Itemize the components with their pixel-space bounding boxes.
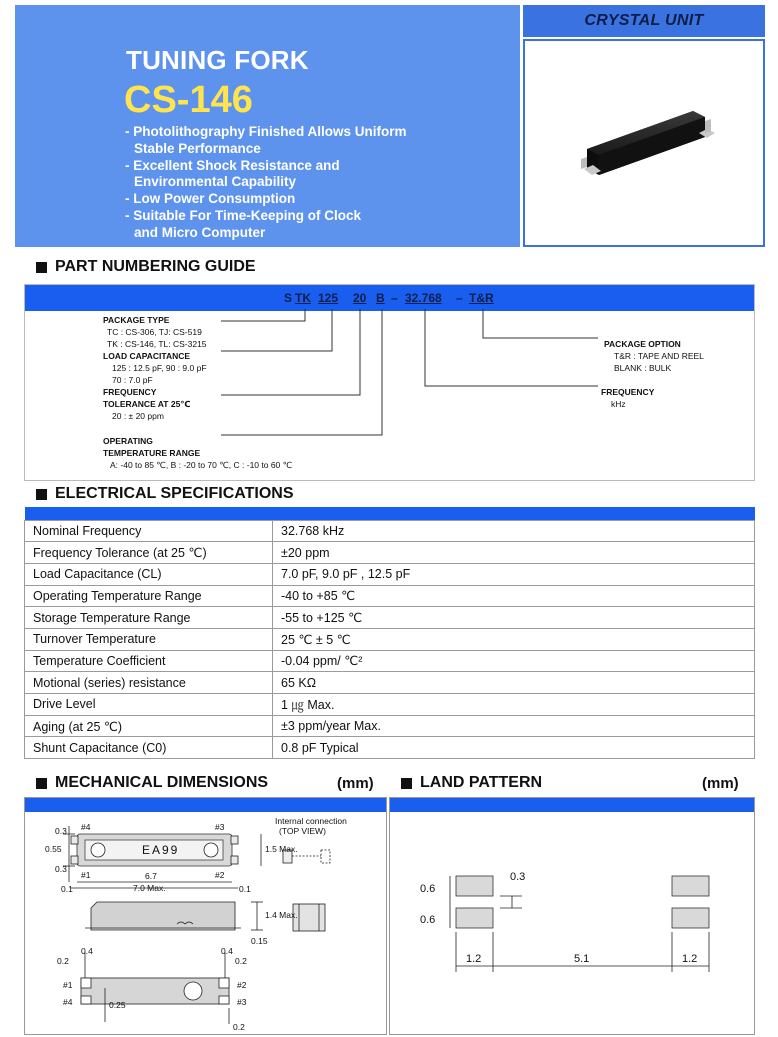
spec-parameter: Storage Temperature Range	[25, 607, 273, 629]
label-frequency: FREQUENCY	[601, 387, 655, 397]
dimension-label: 0.2	[235, 956, 247, 966]
part-numbering-heading	[36, 258, 256, 276]
label-package-type-option: TC : CS-306, TJ: CS-519	[107, 327, 202, 337]
dimension-label: 6.7	[145, 871, 157, 881]
panel-bar	[390, 798, 754, 812]
dimension-label: 0.6	[420, 914, 436, 926]
code-dash: –	[456, 291, 463, 305]
spec-value: -0.04 ppm/ ℃²	[273, 650, 755, 672]
header	[15, 5, 765, 247]
mechanical-drawing	[25, 812, 386, 1034]
code-load-capacitance: 125	[318, 291, 339, 305]
dimension-label: 5.1	[574, 953, 590, 965]
feature-line: - Photolithography Finished Allows Uniform	[125, 124, 407, 139]
dimension-label: 7.0 Max.	[133, 883, 166, 893]
table-row	[25, 520, 755, 542]
feature-line: - Suitable For Time-Keeping of Clock	[125, 207, 362, 223]
land-pattern-heading	[401, 774, 542, 792]
mechanical-drawing-panel	[24, 797, 387, 1035]
panel-bar	[25, 798, 386, 812]
spec-parameter: Operating Temperature Range	[25, 585, 273, 607]
table-row	[25, 563, 755, 585]
pin-label: #3	[237, 997, 247, 1007]
spec-value: 7.0 pF, 9.0 pF , 12.5 pF	[273, 563, 755, 585]
label-load-capacitance: LOAD CAPACITANCE	[103, 351, 191, 361]
label-load-cap-option: 70 : 7.0 pF	[112, 375, 153, 385]
code-package-type: TK	[295, 291, 311, 305]
spec-parameter: Turnover Temperature	[25, 628, 273, 650]
dimension-label: 0.3	[55, 826, 67, 836]
dimension-label: 0.1	[239, 884, 251, 894]
land-pattern-drawing	[390, 812, 754, 1034]
feature-line: Stable Performance	[134, 140, 261, 156]
dimension-label: 1.4 Max.	[265, 910, 298, 920]
spec-parameter: Motional (series) resistance	[25, 672, 273, 694]
dimension-label: 0.25	[109, 1000, 126, 1010]
label-package-type-option: TK : CS-146, TL: CS-3215	[107, 339, 207, 349]
spec-parameter: Shunt Capacitance (C0)	[25, 737, 273, 759]
dimension-label: 0.3	[510, 871, 526, 883]
dimension-label: 1.2	[682, 953, 698, 965]
label-frequency-tolerance: FREQUENCY	[103, 387, 157, 397]
bullet-square	[36, 489, 47, 500]
land-pattern-unit: (mm)	[702, 775, 739, 792]
label-package-option: PACKAGE OPTION	[604, 339, 681, 349]
dimension-label: 1.2	[466, 953, 482, 965]
code-series: S	[284, 291, 293, 305]
electrical-spec-heading	[36, 485, 294, 503]
label-load-cap-option: 125 : 12.5 pF, 90 : 9.0 pF	[112, 363, 207, 373]
spec-value: 25 ℃ ± 5 ℃	[273, 628, 755, 650]
dimension-label: 0.4	[221, 946, 233, 956]
land-pattern-panel	[389, 797, 755, 1035]
internal-connection-label: Internal connection	[275, 816, 347, 826]
label-package-option-value: BLANK : BULK	[614, 363, 672, 373]
spec-parameter: Frequency Tolerance (at 25 ℃)	[25, 542, 273, 564]
table-row	[25, 694, 755, 716]
table-row	[25, 607, 755, 629]
table-row	[25, 585, 755, 607]
section-title: MECHANICAL DIMENSIONS	[55, 774, 269, 791]
pin-label: #2	[215, 870, 225, 880]
land-pad	[456, 876, 493, 896]
code-frequency: 32.768	[405, 291, 442, 305]
spec-value: ±20 ppm	[273, 542, 755, 564]
section-title: ELECTRICAL SPECIFICATIONS	[55, 485, 294, 502]
bullet-square	[36, 778, 47, 789]
spec-parameter: Aging (at 25 ℃)	[25, 715, 273, 737]
land-pad	[672, 876, 709, 896]
table-row	[25, 737, 755, 759]
mechanical-heading	[36, 774, 268, 792]
table-row	[25, 628, 755, 650]
label-package-type: PACKAGE TYPE	[103, 315, 170, 325]
feature-line: - Low Power Consumption	[125, 191, 296, 207]
electrical-spec-table	[24, 507, 755, 759]
table-header-bar	[25, 507, 755, 520]
feature-line: Environmental Capability	[134, 174, 297, 190]
label-operating-temp: TEMPERATURE RANGE	[103, 448, 201, 458]
spec-value: 0.8 pF Typical	[273, 737, 755, 759]
spec-parameter: Drive Level	[25, 694, 273, 716]
crystal-package-image	[525, 41, 763, 245]
category-label: CRYSTAL UNIT	[584, 12, 704, 29]
dimension-label: 0.15	[251, 936, 268, 946]
spec-parameter: Load Capacitance (CL)	[25, 563, 273, 585]
section-title: PART NUMBERING GUIDE	[55, 258, 256, 275]
pin-label: #1	[63, 980, 73, 990]
dimension-label: 0.4	[81, 946, 93, 956]
land-pad	[672, 908, 709, 928]
dimension-label: 0.55	[45, 844, 62, 854]
part-numbering-guide	[24, 284, 755, 481]
mechanical-unit: (mm)	[337, 775, 374, 792]
pin-label: #4	[81, 822, 91, 832]
internal-connection-label: (TOP VIEW)	[279, 826, 326, 836]
spec-value: 32.768 kHz	[273, 520, 755, 542]
code-package-option: T&R	[469, 291, 494, 305]
table-row	[25, 542, 755, 564]
product-model: CS-146	[124, 79, 253, 121]
dimension-label: 0.1	[61, 884, 73, 894]
pin-label: #2	[237, 980, 247, 990]
product-photo	[523, 39, 765, 247]
dimension-label: 0.6	[420, 883, 436, 895]
feature-line: and Micro Computer	[134, 224, 266, 240]
table-row	[25, 650, 755, 672]
spec-value: 65 KΩ	[273, 672, 755, 694]
feature-list	[125, 124, 505, 242]
pin-label: #4	[63, 997, 73, 1007]
spec-parameter: Nominal Frequency	[25, 520, 273, 542]
label-frequency-unit: kHz	[611, 399, 626, 409]
code-dash: –	[391, 291, 398, 305]
spec-value: -40 to +85 ℃	[273, 585, 755, 607]
code-tolerance: 20	[353, 291, 367, 305]
feature-line: - Excellent Shock Resistance and	[125, 157, 340, 173]
marking-text: EA99	[142, 843, 180, 857]
dimension-label: 0.2	[57, 956, 69, 966]
dimension-label: 0.3	[55, 864, 67, 874]
table-row	[25, 715, 755, 737]
label-operating-temp: OPERATING	[103, 436, 153, 446]
table-row	[25, 672, 755, 694]
label-package-option-value: T&R : TAPE AND REEL	[614, 351, 704, 361]
label-tolerance-option: 20 : ± 20 ppm	[112, 411, 164, 421]
label-temp-option: A: -40 to 85 ℃, B : -20 to 70 ℃, C : -10 to 60 ℃	[110, 460, 293, 470]
bullet-square	[36, 262, 47, 273]
dimension-label: 0.2	[233, 1022, 245, 1032]
bullet-square	[401, 778, 412, 789]
spec-value: 1 ㎍ Max.	[273, 694, 755, 716]
spec-value: ±3 ppm/year Max.	[273, 715, 755, 737]
spec-value: -55 to +125 ℃	[273, 607, 755, 629]
category-tab	[523, 5, 765, 37]
dimension-label: 1.5 Max.	[265, 844, 298, 854]
land-pad	[456, 908, 493, 928]
section-title: LAND PATTERN	[420, 774, 543, 791]
label-frequency-tolerance: TOLERANCE AT 25℃	[103, 399, 191, 409]
product-title: TUNING FORK	[126, 45, 309, 75]
pin-label: #1	[81, 870, 91, 880]
spec-parameter: Temperature Coefficient	[25, 650, 273, 672]
pin-label: #3	[215, 822, 225, 832]
code-temp-range: B	[376, 291, 385, 305]
